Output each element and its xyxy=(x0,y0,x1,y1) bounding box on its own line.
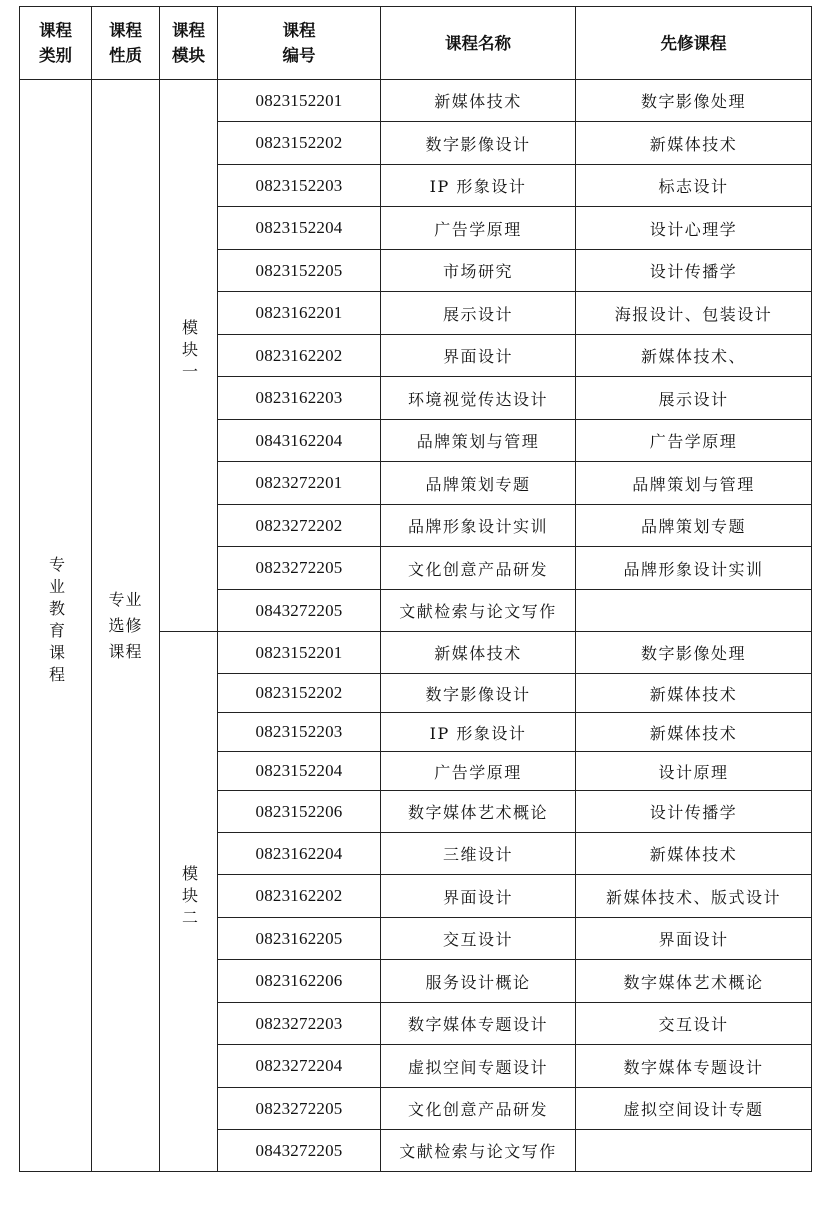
course-prereq-cell: 数字影像处理 xyxy=(576,80,812,122)
course-prereq-cell: 海报设计、包装设计 xyxy=(576,292,812,335)
course-prereq-cell: 新媒体技术、版式设计 xyxy=(576,875,812,918)
course-name-cell: 广告学原理 xyxy=(381,752,576,791)
course-code-cell: 0823152202 xyxy=(218,674,381,713)
course-name-cell: 界面设计 xyxy=(381,335,576,377)
header-name: 课程名称 xyxy=(381,7,576,80)
course-prereq-cell: 新媒体技术 xyxy=(576,833,812,875)
course-name-cell: 三维设计 xyxy=(381,833,576,875)
course-code-cell: 0823272202 xyxy=(218,505,381,547)
course-name-cell: 数字媒体艺术概论 xyxy=(381,791,576,833)
nature-cell xyxy=(92,80,160,1172)
course-code-cell: 0823152204 xyxy=(218,207,381,250)
course-name-cell: 广告学原理 xyxy=(381,207,576,250)
course-name-cell: 环境视觉传达设计 xyxy=(381,377,576,420)
course-prereq-cell: 设计传播学 xyxy=(576,250,812,292)
header-code: 课程 编号 xyxy=(218,7,381,80)
category-label: 专业教育课程 xyxy=(46,555,66,688)
course-prereq-cell: 品牌策划专题 xyxy=(576,505,812,547)
course-name-cell: 界面设计 xyxy=(381,875,576,918)
header-prereq: 先修课程 xyxy=(576,7,812,80)
course-name-cell: 文化创意产品研发 xyxy=(381,547,576,590)
nature-label: 专业选修课程 xyxy=(108,589,143,661)
course-prereq-cell: 设计传播学 xyxy=(576,791,812,833)
course-code-cell: 0823162206 xyxy=(218,960,381,1003)
course-name-cell: 品牌策划专题 xyxy=(381,462,576,505)
course-name-cell: 数字影像设计 xyxy=(381,122,576,165)
course-code-cell: 0823152206 xyxy=(218,791,381,833)
course-name-cell: 虚拟空间专题设计 xyxy=(381,1045,576,1088)
course-prereq-cell: 品牌策划与管理 xyxy=(576,462,812,505)
course-prereq-cell: 新媒体技术 xyxy=(576,122,812,165)
course-name-cell: IP 形象设计 xyxy=(381,165,576,207)
course-code-cell: 0823152205 xyxy=(218,250,381,292)
course-code-cell: 0823152201 xyxy=(218,80,381,122)
course-name-cell: 展示设计 xyxy=(381,292,576,335)
course-prereq-cell: 新媒体技术 xyxy=(576,674,812,713)
course-prereq-cell: 品牌形象设计实训 xyxy=(576,547,812,590)
course-prereq-cell: 设计心理学 xyxy=(576,207,812,250)
course-code-cell: 0823162202 xyxy=(218,875,381,918)
course-prereq-cell: 新媒体技术、 xyxy=(576,335,812,377)
header-row xyxy=(20,7,812,80)
course-prereq-cell xyxy=(576,590,812,632)
course-code-cell: 0843272205 xyxy=(218,590,381,632)
category-cell xyxy=(20,80,92,1172)
course-code-cell: 0823272205 xyxy=(218,547,381,590)
course-code-cell: 0823162204 xyxy=(218,833,381,875)
course-prereq-cell: 数字影像处理 xyxy=(576,632,812,674)
course-code-cell: 0823162201 xyxy=(218,292,381,335)
course-code-cell: 0843162204 xyxy=(218,420,381,462)
course-code-cell: 0823272204 xyxy=(218,1045,381,1088)
course-name-cell: 数字影像设计 xyxy=(381,674,576,713)
module-label: 模块二 xyxy=(179,864,199,931)
course-prereq-cell: 数字媒体艺术概论 xyxy=(576,960,812,1003)
course-name-cell: 服务设计概论 xyxy=(381,960,576,1003)
course-name-cell: 新媒体技术 xyxy=(381,632,576,674)
course-prereq-cell: 界面设计 xyxy=(576,918,812,960)
course-name-cell: 品牌策划与管理 xyxy=(381,420,576,462)
header-category: 课程 类别 xyxy=(20,7,92,80)
course-name-cell: 数字媒体专题设计 xyxy=(381,1003,576,1045)
course-code-cell: 0823162202 xyxy=(218,335,381,377)
module-label: 模块一 xyxy=(179,318,199,385)
course-name-cell: 文献检索与论文写作 xyxy=(381,590,576,632)
course-code-cell: 0823152201 xyxy=(218,632,381,674)
course-prereq-cell: 交互设计 xyxy=(576,1003,812,1045)
course-name-cell: 文献检索与论文写作 xyxy=(381,1130,576,1172)
course-prereq-cell: 数字媒体专题设计 xyxy=(576,1045,812,1088)
course-code-cell: 0823162203 xyxy=(218,377,381,420)
course-prereq-cell: 虚拟空间设计专题 xyxy=(576,1088,812,1130)
course-prereq-cell xyxy=(576,1130,812,1172)
module-cell xyxy=(160,80,218,632)
course-code-cell: 0823152204 xyxy=(218,752,381,791)
course-name-cell: 交互设计 xyxy=(381,918,576,960)
header-module: 课程 模块 xyxy=(160,7,218,80)
course-prereq-cell: 展示设计 xyxy=(576,377,812,420)
course-prereq-cell: 新媒体技术 xyxy=(576,713,812,752)
course-name-cell: 市场研究 xyxy=(381,250,576,292)
course-table xyxy=(19,6,812,1172)
course-code-cell: 0843272205 xyxy=(218,1130,381,1172)
course-code-cell: 0823272201 xyxy=(218,462,381,505)
course-name-cell: 文化创意产品研发 xyxy=(381,1088,576,1130)
course-name-cell: IP 形象设计 xyxy=(381,713,576,752)
course-prereq-cell: 广告学原理 xyxy=(576,420,812,462)
course-code-cell: 0823152202 xyxy=(218,122,381,165)
course-name-cell: 新媒体技术 xyxy=(381,80,576,122)
table-row xyxy=(20,80,812,122)
course-code-cell: 0823272203 xyxy=(218,1003,381,1045)
header-nature: 课程 性质 xyxy=(92,7,160,80)
course-code-cell: 0823152203 xyxy=(218,165,381,207)
course-code-cell: 0823272205 xyxy=(218,1088,381,1130)
course-prereq-cell: 标志设计 xyxy=(576,165,812,207)
course-code-cell: 0823162205 xyxy=(218,918,381,960)
course-code-cell: 0823152203 xyxy=(218,713,381,752)
course-prereq-cell: 设计原理 xyxy=(576,752,812,791)
course-name-cell: 品牌形象设计实训 xyxy=(381,505,576,547)
module-cell xyxy=(160,632,218,1172)
